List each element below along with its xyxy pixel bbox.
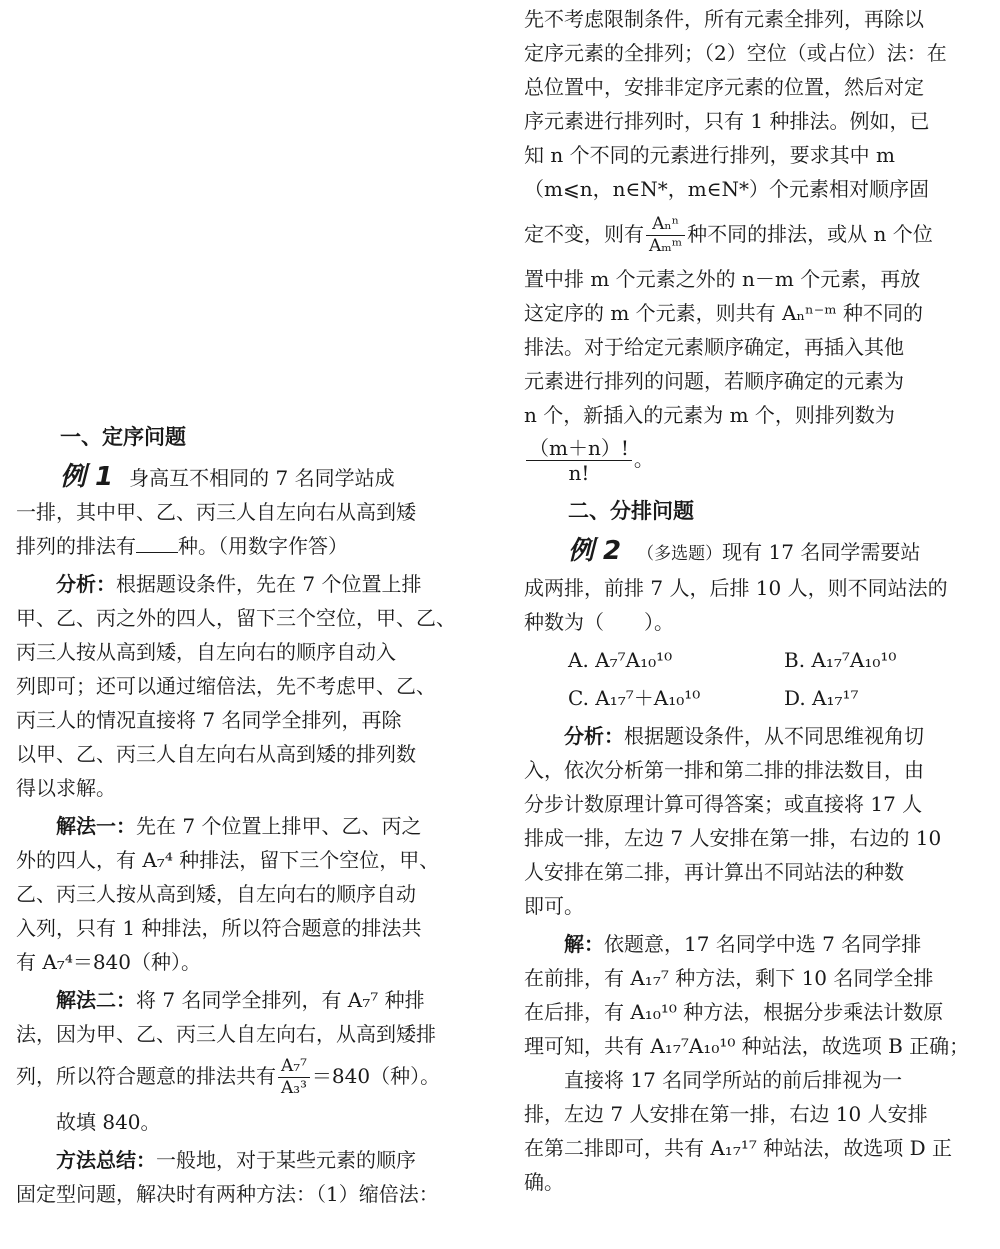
analysis-line: 排成一排，左边 7 人安排在第一排，右边的 10 [524, 826, 942, 850]
left-column [16, 420, 476, 1211]
fraction-denominator: n! [568, 460, 590, 485]
analysis-line: 得以求解。 [16, 776, 116, 800]
solution-line: 先在 7 个位置上排甲、乙、丙之 [136, 814, 422, 838]
fraction-numerator: A₇⁷ [278, 1058, 310, 1078]
solution-label: 解： [564, 932, 604, 956]
continued-line: 排法。对于给定元素顺序确定，再插入其他 [524, 335, 904, 359]
solution-line: 乙、丙三人按从高到矮，自左向右的顺序自动 [16, 882, 416, 906]
continued-line: 定序元素的全排列；（2）空位（或占位）法：在 [524, 41, 947, 65]
solution-line: 在前排，有 A₁₇⁷ 种方法，剩下 10 名同学全排 [524, 966, 934, 990]
example1-solution2 [16, 983, 476, 1017]
solution-line: 确。 [524, 1170, 564, 1194]
example2-tag: 例 2 [568, 536, 622, 566]
fraction-denominator: Aₘᵐ [649, 235, 683, 256]
solution-line: 外的四人，有 A₇⁴ 种排法，留下三个空位，甲、 [16, 848, 440, 872]
continued-line: 先不考虑限制条件，所有元素全排列，再除以 [524, 7, 924, 31]
example2-analysis [524, 719, 986, 753]
option-c: C. A₁₇⁷＋A₁₀¹⁰ [568, 686, 701, 710]
fraction-factorial [526, 435, 632, 485]
fraction-line-post: ＝840（种）。 [311, 1064, 441, 1088]
analysis-line: 以甲、乙、丙三人自左向右从高到矮的排列数 [16, 742, 416, 766]
fraction-ann-over-amm [646, 213, 685, 256]
option-b: B. A₁₇⁷A₁₀¹⁰ [784, 648, 897, 672]
solution-line: 排，左边 7 人安排在第一排，右边 10 人安排 [524, 1102, 928, 1126]
analysis-line: 根据题设条件，先在 7 个位置上排 [116, 572, 422, 596]
solution-line: 法，因为甲、乙、丙三人自左向右，从高到矮排 [16, 1022, 436, 1046]
continued-line: n 个，新插入的元素为 m 个，则排列数为 [524, 403, 895, 427]
continued-line: 知 n 个不同的元素进行排列，要求其中 m [524, 143, 895, 167]
continued-line: （m⩽n，n∈N*，m∈N*）个元素相对顺序固 [524, 177, 930, 201]
example1-question [16, 460, 476, 495]
option-d: D. A₁₇¹⁷ [784, 686, 859, 710]
example2-q-line1: 现有 17 名同学需要站 [722, 540, 921, 564]
fraction-numerator: Aₙⁿ [646, 216, 685, 236]
section-title-rows: 二、分排问题 [568, 499, 694, 523]
section-title-ordering: 一、定序问题 [60, 425, 186, 449]
continued-line: 序元素进行排列时，只有 1 种排法。例如，已 [524, 109, 930, 133]
solution-line: 将 7 名同学全排列，有 A₇⁷ 种排 [136, 988, 425, 1012]
fraction-numerator: （m＋n）! [526, 438, 632, 461]
example2-q-line3: 种数为（ ）。 [524, 610, 674, 634]
continued-line: 总位置中，安排非定序元素的位置，然后对定 [524, 75, 924, 99]
example1-solution1 [16, 809, 476, 843]
example1-q-line1: 身高互不相同的 7 名同学站成 [129, 466, 395, 490]
analysis-line: 根据题设条件，从不同思维视角切 [624, 724, 924, 748]
method-summary [16, 1143, 476, 1177]
example2-q-line2: 成两排，前排 7 人，后排 10 人，则不同站法的 [524, 576, 948, 600]
analysis-label: 分析： [564, 724, 624, 748]
solution1-label: 解法一： [56, 814, 136, 838]
multi-choice-tag: （多选题） [637, 544, 723, 564]
solution-line: 在第二排即可，共有 A₁₇¹⁷ 种站法，故选项 D 正 [524, 1136, 952, 1160]
fraction-a77-over-a33 [278, 1055, 310, 1098]
example2-solution [524, 927, 986, 961]
solution-line: 在后排，有 A₁₀¹⁰ 种方法，根据分步乘法计数原 [524, 1000, 944, 1024]
example1-analysis [16, 567, 476, 601]
solution2-fraction-line [16, 1051, 476, 1101]
analysis-line: 分步计数原理计算可得答案；或直接将 17 人 [524, 792, 923, 816]
analysis-line: 即可。 [524, 894, 584, 918]
analysis-line: 丙三人的情况直接将 7 名同学全排列，再除 [16, 708, 402, 732]
fraction-line-post: 种不同的排法，或从 n 个位 [687, 222, 933, 246]
fill-answer: 故填 840。 [56, 1110, 161, 1134]
solution-line: 有 A₇⁴＝840（种）。 [16, 950, 202, 974]
summary-line: 固定型问题，解决时有两种方法：（1）缩倍法： [16, 1182, 439, 1206]
solution-line: 直接将 17 名同学所站的前后排视为一 [564, 1068, 903, 1092]
example1-q-line3-pre: 排列的排法有 [16, 534, 136, 558]
analysis-line: 人安排在第二排，再计算出不同站法的种数 [524, 860, 904, 884]
fraction-line-pre: 列，所以符合题意的排法共有 [16, 1064, 276, 1088]
solution-line: 入列，只有 1 种排法，所以符合题意的排法共 [16, 916, 422, 940]
example1-q-line3-post: 种。（用数字作答） [178, 534, 348, 558]
option-a: A. A₇⁷A₁₀¹⁰ [568, 648, 673, 672]
continued-line: 这定序的 m 个元素，则共有 Aₙⁿ⁻ᵐ 种不同的 [524, 301, 923, 325]
continued-line: 元素进行排列的问题，若顺序确定的元素为 [524, 369, 904, 393]
answer-blank [136, 532, 178, 553]
answer-options [568, 643, 986, 719]
example2-question [524, 534, 986, 571]
example1-tag: 例 1 [60, 462, 114, 492]
ann-over-amm-line [524, 206, 986, 262]
analysis-line: 丙三人按从高到矮，自左向右的顺序自动入 [16, 640, 396, 664]
analysis-line: 列即可；还可以通过缩倍法，先不考虑甲、乙、 [16, 674, 436, 698]
continued-line: 置中排 m 个元素之外的 n－m 个元素，再放 [524, 267, 921, 291]
factorial-fraction-line [524, 432, 986, 486]
example1-q-line2: 一排，其中甲、乙、丙三人自左向右从高到矮 [16, 500, 416, 524]
fraction-line-pre: 定不变，则有 [524, 222, 644, 246]
analysis-line: 入，依次分析第一排和第二排的排法数目，由 [524, 758, 924, 782]
analysis-label: 分析： [56, 572, 116, 596]
right-column [524, 2, 986, 1199]
fraction-line-post: 。 [633, 447, 654, 471]
solution-line: 理可知，共有 A₁₇⁷A₁₀¹⁰ 种站法，故选项 B 正确； [524, 1034, 970, 1058]
analysis-line: 甲、乙、丙之外的四人，留下三个空位，甲、乙、 [16, 606, 456, 630]
summary-line: 一般地，对于某些元素的顺序 [156, 1148, 416, 1172]
summary-label: 方法总结： [56, 1148, 156, 1172]
solution-line: 依题意，17 名同学中选 7 名同学排 [604, 932, 922, 956]
fraction-denominator: A₃³ [281, 1077, 307, 1098]
solution2-label: 解法二： [56, 988, 136, 1012]
example1-q-line3 [16, 529, 476, 563]
